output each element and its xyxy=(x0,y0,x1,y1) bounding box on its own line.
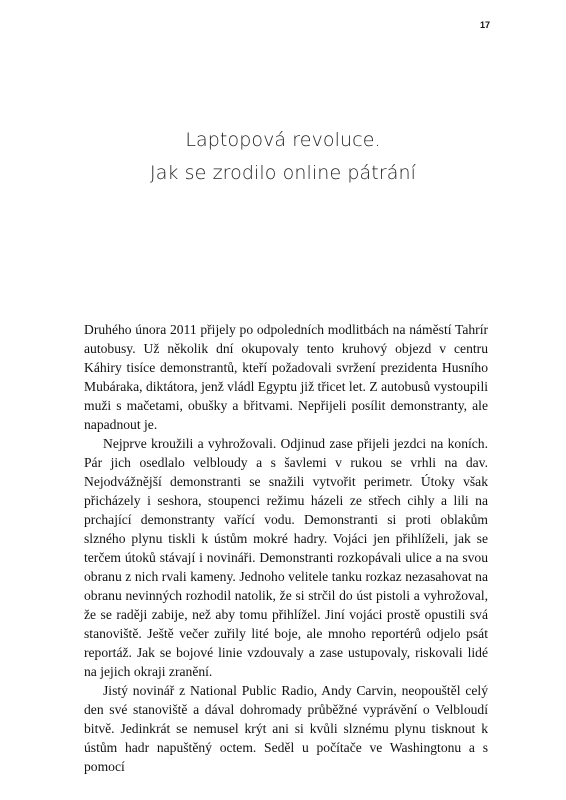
chapter-title-line-2: Jak se zrodilo online pátrání xyxy=(149,162,416,184)
paragraph-2: Nejprve kroužili a vyhrožovali. Odjinud zase přijeli jezdci na koních. Pár jich osedlalo velbloudy a s šavlemi v rukou se vrhli na dav. Nejodvážnější demonstranti se snažili vytvořit perimetr. Útoky však přicházely i seshora, stoupenci režimu házeli ze střech cihly a lili na prchající demonstranty vařící vodu. Demonstranti si proti oblakům slzného plynu tiskli k ústům mokré hadry. Vojáci jen přihlíželi, jak se terčem útoků stávají i novináři. Demonstranti rozkopávali ulice a na svou obranu z nich rvali kameny. Jednoho velitele tanku rozkaz nezasahovat na obranu nevinných rozhodil natolik, že si strčil do úst pistoli a vyhrožoval, že se raději zabije, než aby tomu přihlížel. Jiní vojáci prostě opustili svá stanoviště. Ještě večer zuřily lité boje, ale mnoho reportérů odjelo psát reportáž. Jak se bojové linie vzdouvaly a zase ustupovaly, riskovali lidé na jejich okraji zranění. xyxy=(84,436,488,679)
paragraph-1: Druhého února 2011 přijely po odpoledních modlitbách na náměstí Tahrír autobusy. Už několik dní okupovaly tento kruhový objezd v centru Káhiry tisíce demonstrantů, kteří požadovali svržení prezidenta Husního Mubáraka, diktátora, jenž vládl Egyptu již třicet let. Z autobusů vystoupili muži s mačetami, obušky a břitvami. Nepřijeli posílit demonstranty, ale napadnout je. xyxy=(84,322,488,432)
paragraph-3: Jistý novinář z National Public Radio, Andy Carvin, neopouštěl celý den své stanoviště a dával dohromady průběžné vyprávění o Velbloudí bitvě. Jedinkrát se nemusel krýt ani si kvůli slznému plynu tisknout k ústům hadr napuštěný octem. Seděl u počítače ve Washingtonu a s pomocí xyxy=(84,683,488,774)
chapter-title-line-1: Laptopová revoluce. xyxy=(185,129,381,151)
chapter-title xyxy=(0,124,566,190)
page-number: 17 xyxy=(479,20,490,30)
body-text xyxy=(84,320,488,776)
